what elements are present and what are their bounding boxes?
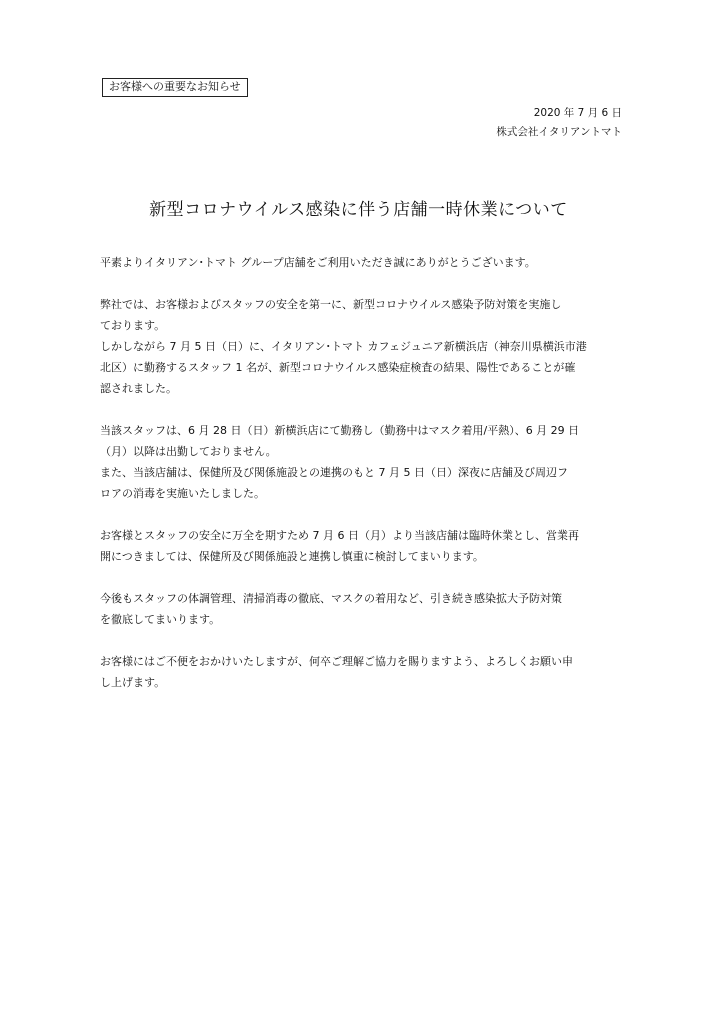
paragraph-line: ロアの消毒を実施いたしました。 (100, 487, 265, 500)
paragraph-line: ております。 (100, 319, 166, 332)
paragraph-line: 開につきましては、保健所及び関係施設と連携し慎重に検討してまいります。 (100, 550, 484, 563)
paragraph (100, 420, 625, 504)
paragraph-line: 北区）に勤務するスタッフ 1 名が、新型コロナウイルス感染症検査の結果、陽性であることが確 (100, 361, 576, 374)
paragraph-line: 平素よりイタリアン･トマト グループ店舗をご利用いただき誠にありがとうございます。 (100, 256, 536, 269)
paragraph-line: 認されました。 (100, 382, 177, 395)
paragraph-line: し上げます。 (100, 676, 166, 689)
notice-label: お客様への重要なお知らせ (102, 78, 248, 97)
header-info (496, 104, 622, 142)
paragraph (100, 588, 625, 630)
company-name: 株式会社イタリアントマト (496, 126, 622, 138)
paragraph-line: （月）以降は出勤しておりません。 (100, 445, 277, 458)
paragraph-line: また、当該店舗は、保健所及び関係施設との連携のもと 7 月 5 日（日）深夜に店舗及び周辺フ (100, 466, 568, 479)
paragraph (100, 525, 625, 567)
paragraph (100, 651, 625, 693)
paragraph-line: を徹底してまいります。 (100, 613, 221, 626)
paragraph-line: 今後もスタッフの体調管理、清掃消毒の徹底、マスクの着用など、引き続き感染拡大予防対策 (100, 592, 562, 605)
paragraph-line: 当該スタッフは、6 月 28 日（日）新横浜店にて勤務し（勤務中はマスク着用/平熱）、6 月 29 日 (100, 424, 580, 437)
document-title: 新型コロナウイルス感染に伴う店舗一時休業について (149, 200, 568, 220)
paragraph-line: しかしながら 7 月 5 日（日）に、イタリアン･トマト カフェジュニア新横浜店（神奈川県横浜市港 (100, 340, 587, 353)
date: 2020 年 7 月 6 日 (533, 107, 622, 119)
paragraph (100, 252, 625, 273)
document-body (100, 252, 625, 714)
paragraph (100, 294, 625, 399)
paragraph-line: 弊社では、お客様およびスタッフの安全を第一に、新型コロナウイルス感染予防対策を実施し (100, 298, 562, 311)
paragraph-line: お客様とスタッフの安全に万全を期すため 7 月 6 日（月）より当該店舗は臨時休業とし、営業再 (100, 529, 579, 542)
paragraph-line: お客様にはご不便をおかけいたしますが、何卒ご理解ご協力を賜りますよう、よろしくお願い申 (100, 655, 573, 668)
